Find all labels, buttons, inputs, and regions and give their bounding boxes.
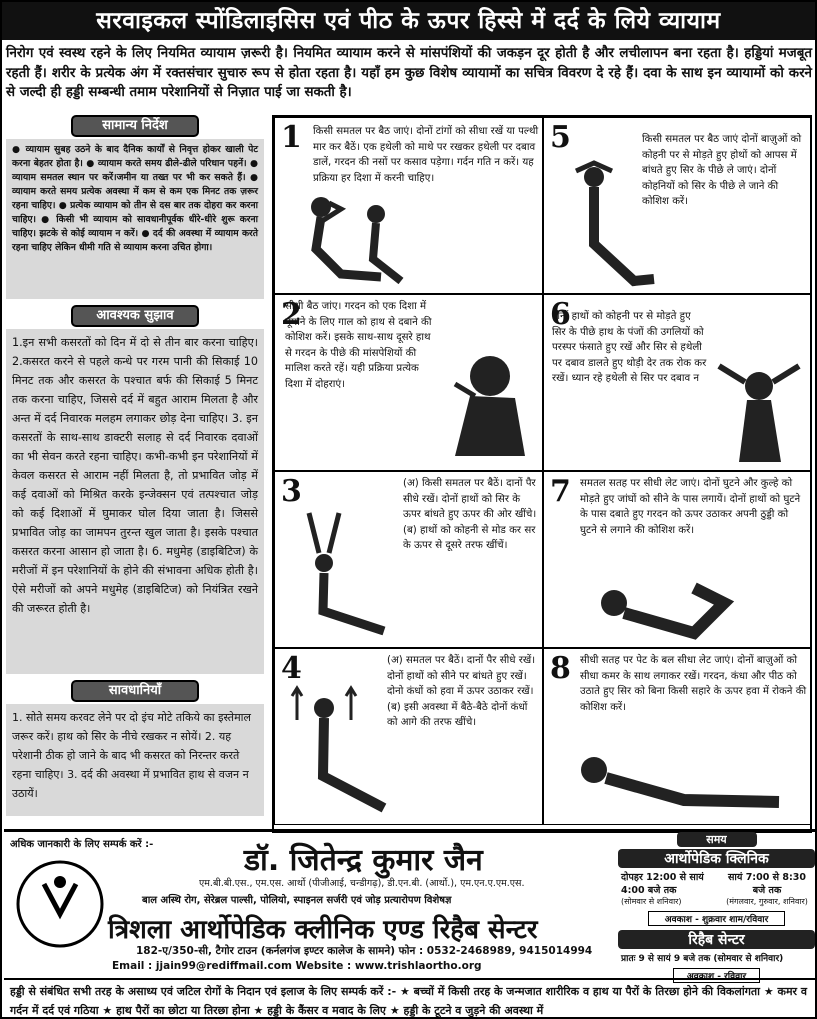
exercise-card (274, 648, 543, 825)
exercise-number: 7 (550, 474, 571, 509)
evening-days: (मंगलवार, गुरुवार, शनिवार) (726, 897, 808, 906)
bottom-strip: हड्डी से संबंधित सभी तरह के असाध्य एवं जटिल रोगों के निदान एवं इलाज के लिए सम्पर्क करें :- ★ बच्चों में किसी तरह के जन्मजात शारीरिक व हाथ या पैरों के तिरछा होने की विकलांगता ★ कमर व गर्दन में दर्द एवं गठिया ★ हाथ पैरों का छोटा या तिरछा होना ★ हड्डी के कैंसर व मवाद के लिए ★ हड्डी के टूटने व जुड़ने की अवस्था में (4, 978, 815, 1019)
left-column (6, 115, 264, 825)
noon-days: (सोमवार से शनिवार) (621, 897, 682, 906)
exercise-card (543, 648, 812, 825)
general-heading: सामान्य निर्देश (71, 115, 199, 137)
exercise-number: 4 (281, 651, 302, 686)
noon-hours: दोपहर 12:00 से सायं 4:00 बजे तक (621, 872, 704, 896)
exercise-figure-icon (564, 740, 794, 820)
exercise-grid (272, 115, 812, 833)
exercise-figure-icon (281, 189, 411, 289)
exercise-number: 5 (550, 120, 571, 155)
ortho-title: आर्थोपेडिक क्लिनिक (618, 849, 815, 868)
exercise-text: किसी समतल पर बैठ जाएं। दोनों टांगों को सीधा रखें या पल्थी मार कर बैठें। एक हथेली को माथे पर रखकर हथेली पर दबाव डालें, गरदन की नसों पर कसाव पड़ेगा। गर्दन गति न करें। यह प्रक्रिया हर दिशा में करनी चाहिए। (313, 126, 539, 184)
exercise-text: सीधी सतह पर पेट के बल सीधा लेट जाएं। दोनों बाज़ुओं को सीधा कमर के साथ लगाकर रखें। गरदन, कंधा और पीठ को उठाते हुए सिर को बिना किसी सहारे के ऊपर हवा में रोकने की कोशिश करें। (580, 655, 807, 713)
caution-heading: सावधानियाँ (71, 680, 199, 702)
clinic-address: 182-ए/350-सी, टैगोर टाउन (कर्नलगंज इण्टर कालेज के सामने) फोन : 0532-2468989, 9415014994 (136, 945, 593, 957)
evening-hours: सायं 7:00 से 8:30 बजे तक (728, 872, 806, 896)
page-title: सरवाइकल स्पोंडिलाइसिस एवं पीठ के ऊपर हिस्से में दर्द के लिये व्यायाम (2, 2, 815, 40)
exercise-card (274, 471, 543, 648)
timing-label: समय (677, 832, 757, 847)
footer (4, 829, 815, 982)
info-label: अधिक जानकारी के लिए सम्पर्क करें :- (10, 839, 154, 850)
exercise-figure-icon (435, 336, 535, 466)
rehab-title: रिहैब सेन्टर (618, 930, 815, 949)
exercise-text: समतल सतह पर सीधी लेट जाएं। दोनों घुटने और कुल्हे को मोड़ते हुए जांघों को सीने के पास लगायें। दोनों हाथों को घुटने के पास दबाते हुए गरदन को ऊपर उठाकर अपनी ठुड्डी को घुटने से लगाने की कोशिश करें। (580, 478, 801, 536)
clinic-logo-icon (14, 854, 106, 954)
exercise-number: 2 (281, 297, 302, 332)
doctor-qualifications: एम.बी.बी.एस., एम.एस. आर्थो (पीजीआई, चन्डीगढ़), डी.एन.बी. (आर्थो.), एम.एन.ए.एम.एस. (199, 878, 525, 889)
caution-text: 1. सोते समय करवट लेने पर दो इंच मोटे तकिये का इस्तेमाल जरूर करें। हाथ को सिर के नीचे रखकर न सोयें। 2. यह परेशानी ठीक हो जाने के बाद भी कसरत को निरन्तर करते रहना चाहिए। 3. दर्द की अवस्था में प्रभावित हाथ से वजन न उठायें। (6, 704, 264, 816)
exercise-number: 1 (281, 120, 302, 155)
exercise-card (543, 294, 812, 471)
exercise-text: (अ) किसी समतल पर बैठें। दानों पैर सीधे रखें। दोनों हाथों को सिर के ऊपर बांधते हुए ऊपर की ओर खींचे। (ब) हाथों को कोहनी से मोड कर सर के ऊपर से दूसरे तरफ खींचें। (403, 478, 537, 551)
exercise-text: सीधी बैठ जांए। गरदन को एक दिशा में घूमाने के लिए गाल को हाथ से दबाने की कोशिश करें। इसके साथ-साथ दूसरे हाथ से गरदन के पीछे की मांसपेशियों की मालिश करते रहें। यही प्रक्रिया प्रत्येक दिशा में दोहराएं। (285, 301, 432, 390)
rehab-hours: प्रातः 9 से सायं 9 बजे तक (सोमवार से शनिवार) (621, 954, 784, 964)
exercise-card (274, 117, 543, 294)
exercise-figure-icon (554, 149, 664, 289)
doctor-speciality: बाल अस्थि रोग, सेरेब्रल पाल्सी, पोलियो, स्पाइनल सर्जरी एवं जोड़ प्रत्यारोपण विशेषज्ञ (142, 895, 452, 906)
exercise-text: दोनों हाथों को कोहनी पर से मोड़ते हुए सिर के पीछे हाथ के पंजों की उगलियों को परस्पर फंसाते हुए रखें और सिर से हथेली पर दबाव डालते हुए थोड़ी देर तक रोक कर रखें। ध्यान रहे हथेली से सिर पर दबाव न (552, 311, 707, 384)
exercise-card (543, 117, 812, 294)
timing-box (618, 832, 815, 982)
exercise-number: 6 (550, 297, 571, 332)
exercise-figure-icon (584, 563, 764, 643)
exercise-number: 3 (281, 474, 302, 509)
general-text: ● व्यायाम सुबह उठने के बाद दैनिक कार्यों से निवृत्त होकर खाली पेट करना बेहतर होता है। ● व्यायाम करते समय ढीले-ढीले परिधान पहनें। ● व्यायाम समतल स्थान पर करें।जमीन या तख्त पर भी कर सकते हैं। ● व्यायाम करते समय प्रत्येक अवस्था में कम से कम एक मिनट तक ज़रूर रहना चाहिए। ● प्रत्येक व्यायाम को तीन से दस बार तक दोहरा कर करना चाहिए। ● किसी भी व्यायाम को सावधानीपूर्वक धीरे-धीरे शुरू करना चाहिए। झटके से कोई व्यायाम न करें। ● दर्द की अवस्था में व्यायाम करते रहना चाहिए लेकिन धीमी गति से व्यायाम करना उचित होगा। (6, 139, 264, 299)
rehab-holiday: अवकाश - रविवार (673, 968, 760, 983)
exercise-figure-icon (709, 336, 809, 466)
suggestion-text: 1.इन सभी कसरतों को दिन में दो से तीन बार करना चाहिए। 2.कसरत करने से पहले कन्धे पर गरम पानी की सिकाई 10 मिनट तक और कसरत के पश्चात बर्फ की सिकाई 5 मिनट तक करना चाहिए, जिससे दर्द में बहुत आराम मिलता है और अन्त में दर्द निवारक मलहम लगाकर छोड़ देना चाहिए। 3. इन कसरतों के साथ-साथ डाक्टरी सलाह से दर्द निवारक दवाओं का भी सेवन करते रहना चाहिए। कभी-कभी इन परेशानियों में केवल कसरत से आराम नहीं मिलता है, तो प्रभावित जोड़ में कई दवाओं को मिश्रित करके इन्जेक्सन एवं तत्पश्चात जोड़ को कई दिशाओं में घुमाकर घोल दिया जाता है। जिससे प्रभावित जोड़ का जामपन तुरन्त खुल जाता है। इसके पश्चात कसरत करना आसान हो जाता है। 6. मधुमेह (डाइबिटिज) के मरीजों में इन परेशानियों के होने की संभावना अधिक होती है। ऐसे मरीजों को अपने मधुमेह (डाइबिटिज) को नियंत्रित रखने की जरूरत होती है। (6, 329, 264, 674)
exercise-number: 8 (550, 651, 571, 686)
exercise-card (543, 471, 812, 648)
exercise-text: किसी समतल पर बैठ जाएं दोनों बाज़ुओं को कोहनी पर से मोड़ते हुए होथों को आपस में बांधते हुए सिर के पीछे ले जाएं। दोनों कोहनियों को सिर के पीछे ले जाने की कोशिश करें। (642, 134, 802, 207)
intro-text: निरोग एवं स्वस्थ रहने के लिए नियमित व्यायाम ज़रूरी है। नियमित व्यायाम करने से मांसपंशियों की जकड़न दूर होती है और लचीलापन बना रहता है। हड्डियां मजबूत रहती हैं। शरीर के प्रत्येक अंग में रक्तसंचार सुचारु रूप से होता रहता है। यहाँ हम कुछ विशेष व्यायामों का सचित्र विवरण दे रहे हैं। दवा के साथ इन व्यायामों को करने से जल्दी ही हड्डी सम्बन्धी तमाम परेशानियों से निज़ात पाई जा सकती है। (6, 46, 812, 100)
exercise-figure-icon (289, 503, 399, 643)
suggestion-heading: आवश्यक सुझाव (71, 305, 199, 327)
doctor-name: डॉ. जितेन्द्र कुमार जैन (244, 843, 483, 878)
exercise-figure-icon (289, 680, 399, 820)
clinic-contact[interactable]: Email : jjain99@rediffmail.com Website : www.trishlaortho.org (112, 960, 482, 972)
clinic-name: त्रिशला आर्थोपेडिक क्लीनिक एण्ड रिहैब सेन्टर (108, 915, 538, 945)
exercise-card (274, 294, 543, 471)
ortho-holiday: अवकाश - शुक्रवार शाम/रविवार (648, 911, 785, 926)
exercise-text: (अ) समतल पर बैठें। दानों पैर सीधे रखें। दोनों हाथों को सीने पर बांधते हुए रखें। दोनो कंधों को हवा में ऊपर उठाकर रखें। (ब) इसी अवस्था में बैठे-बैठे दोनों कंधों को आगे की तरफ खींचे। (387, 655, 536, 728)
